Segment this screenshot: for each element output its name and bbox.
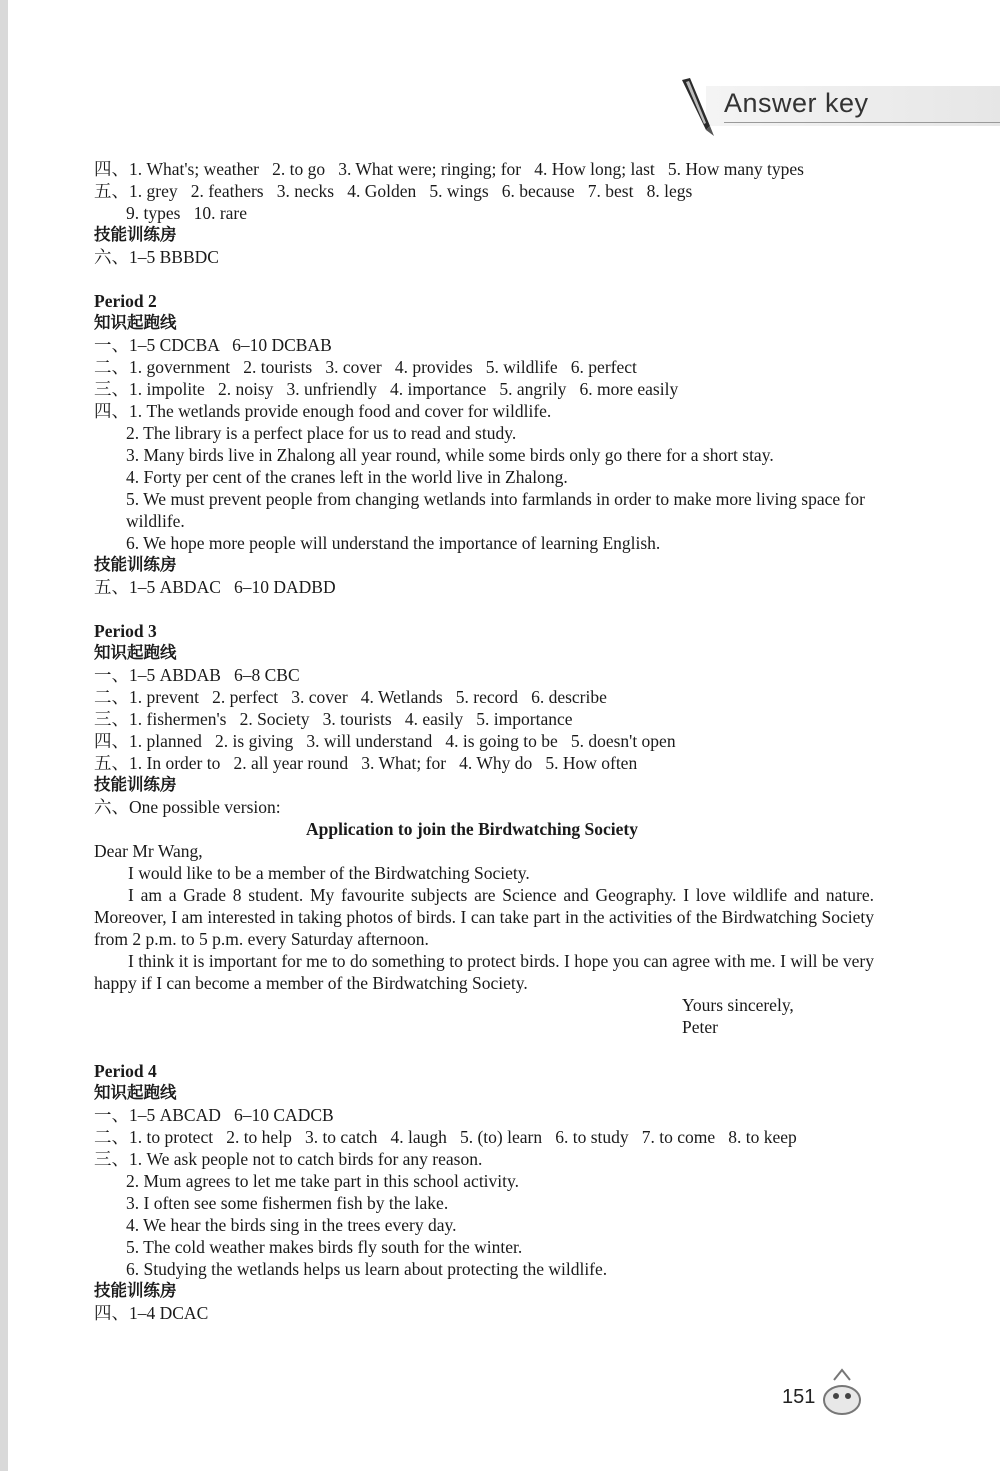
sentence-line: 3. Many birds live in Zhalong all year round, while some birds only go there for a short stay. <box>126 445 774 465</box>
sentence-line: 6. Studying the wetlands helps us learn about protecting the wildlife. <box>126 1259 608 1279</box>
section-heading: 知识起跑线 <box>94 643 177 662</box>
answer-line: 三、1. We ask people not to catch birds for any reason. <box>94 1149 483 1169</box>
section-heading: 知识起跑线 <box>94 1083 177 1102</box>
answer-line: 9. types 10. rare <box>126 203 248 223</box>
mascot-icon <box>818 1366 866 1418</box>
sentence-line: 4. Forty per cent of the cranes left in the world live in Zhalong. <box>126 467 568 487</box>
sentence-line: 3. I often see some fishermen fish by the lake. <box>126 1193 449 1213</box>
answer-line: 一、1–5 ABCAD 6–10 CADCB <box>94 1105 334 1125</box>
answer-line: 一、1–5 ABDAB 6–8 CBC <box>94 665 300 685</box>
sentence-line: 5. We must prevent people from changing wetlands into farmlands in order to make more living space for wildlife. <box>126 489 865 531</box>
sentence-line: 2. The library is a perfect place for us to read and study. <box>126 423 517 443</box>
section-heading: 技能训练房 <box>94 225 177 244</box>
sentence-line: 6. We hope more people will understand the importance of learning English. <box>126 533 661 553</box>
section-heading: 技能训练房 <box>94 775 177 794</box>
sentence-line: 5. The cold weather makes birds fly south for the winter. <box>126 1237 523 1257</box>
page-number: 151 <box>782 1386 816 1408</box>
answer-line: 二、1. government 2. tourists 3. cover 4. provides 5. wildlife 6. perfect <box>94 357 637 377</box>
answer-line: 二、1. prevent 2. perfect 3. cover 4. Wetlands 5. record 6. describe <box>94 687 607 707</box>
answer-content <box>94 158 874 1324</box>
answer-line: 四、1. planned 2. is giving 3. will understand 4. is going to be 5. doesn't open <box>94 731 676 751</box>
answer-line: 五、1–5 ABDAC 6–10 DADBD <box>94 577 336 597</box>
header-rule <box>724 122 1000 123</box>
page-edge <box>0 0 8 1471</box>
answer-line: 一、1–5 CDCBA 6–10 DCBAB <box>94 335 332 355</box>
header-title: Answer key <box>724 88 869 118</box>
answer-line: 二、1. to protect 2. to help 3. to catch 4. laugh 5. (to) learn 6. to study 7. to come 8. to keep <box>94 1127 797 1147</box>
letter-paragraph: I think it is important for me to do something to protect birds. I hope you can agree with me. I will be very happy if I can become a member of the Birdwatching Society. <box>94 951 874 993</box>
pen-icon <box>676 76 722 140</box>
answer-line: 五、1. In order to 2. all year round 3. What; for 4. Why do 5. How often <box>94 753 638 773</box>
answer-line: 四、1. The wetlands provide enough food and cover for wildlife. <box>94 401 552 421</box>
letter-closing: Yours sincerely, <box>682 995 794 1015</box>
answer-line: 四、1–4 DCAC <box>94 1303 209 1323</box>
answer-line: 三、1. fishermen's 2. Society 3. tourists 4. easily 5. importance <box>94 709 573 729</box>
letter-greeting: Dear Mr Wang, <box>94 841 203 861</box>
answer-line: 三、1. impolite 2. noisy 3. unfriendly 4. importance 5. angrily 6. more easily <box>94 379 679 399</box>
answer-line: 五、1. grey 2. feathers 3. necks 4. Golden 5. wings 6. because 7. best 8. legs <box>94 181 693 201</box>
answer-line: 六、1–5 BBBDC <box>94 247 219 267</box>
answer-line: 六、One possible version: <box>94 797 281 817</box>
letter-paragraph: I am a Grade 8 student. My favourite subjects are Science and Geography. I love wildlife and nature. Moreover, I am interested in taking photos of birds. I can take part in the activities of the Birdwatching Society from 2 p.m. to 5 p.m. every Saturday afternoon. <box>94 885 874 949</box>
period-title: Period 3 <box>94 621 157 641</box>
sentence-line: 4. We hear the birds sing in the trees every day. <box>126 1215 457 1235</box>
letter-signature: Peter <box>682 1017 718 1037</box>
section-heading: 知识起跑线 <box>94 313 177 332</box>
answer-line: 四、1. What's; weather 2. to go 3. What were; ringing; for 4. How long; last 5. How many types <box>94 159 804 179</box>
period-title: Period 4 <box>94 1061 157 1081</box>
section-heading: 技能训练房 <box>94 1281 177 1300</box>
section-heading: 技能训练房 <box>94 555 177 574</box>
period-title: Period 2 <box>94 291 157 311</box>
letter-paragraph: I would like to be a member of the Birdwatching Society. <box>128 863 530 883</box>
sentence-line: 2. Mum agrees to let me take part in this school activity. <box>126 1171 520 1191</box>
letter-title: Application to join the Birdwatching Society <box>305 819 639 839</box>
page-header <box>676 72 1000 142</box>
